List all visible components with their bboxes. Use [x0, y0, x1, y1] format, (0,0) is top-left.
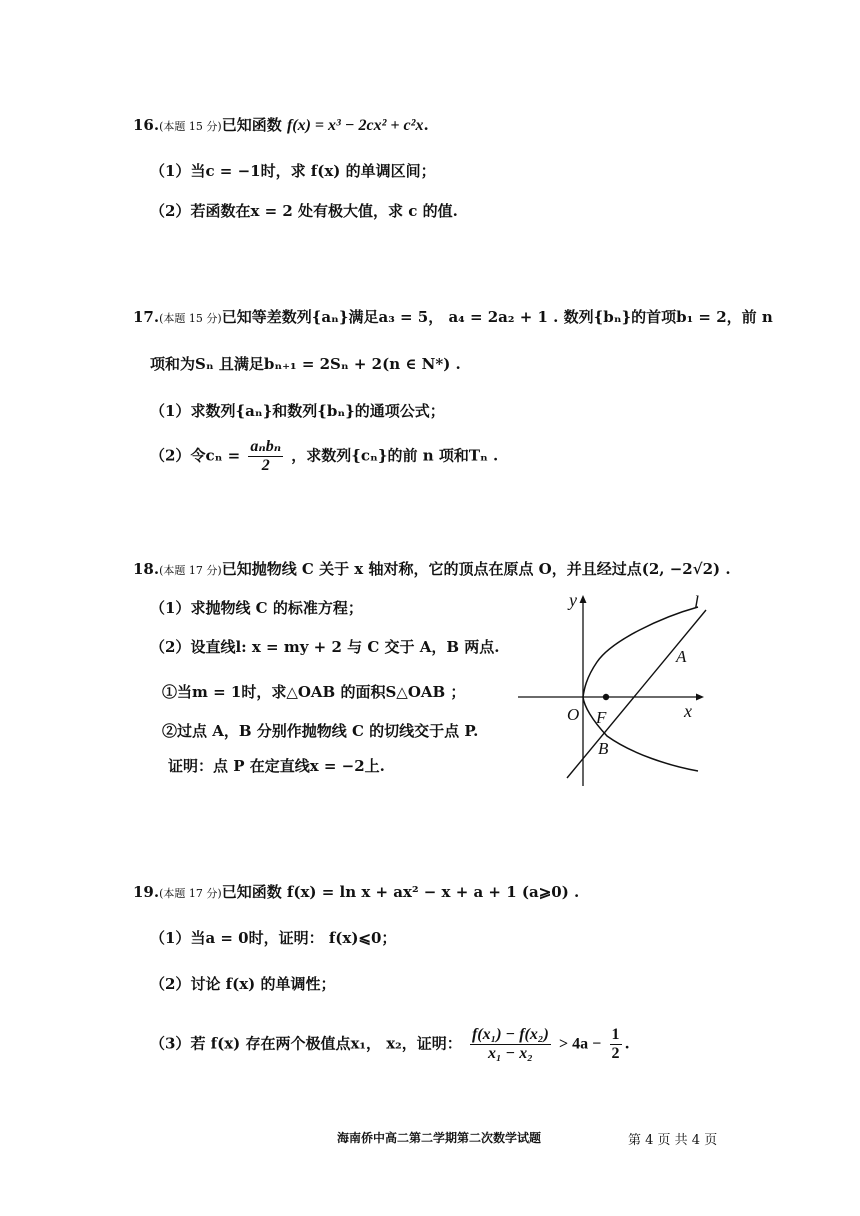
q19-part3-mid: > 4a −: [559, 1035, 602, 1053]
q18-header: [133, 558, 731, 582]
q17-part2-post: ，求数列{cₙ}的前 n 项和Tₙ .: [291, 446, 499, 465]
q19-fraction-half-numerator: 1: [611, 1026, 620, 1043]
q16-header: 16.(本题 15 分)已知函数 f(x) = x³ − 2cx² + c²x.: [133, 116, 429, 134]
q19-part3-end: .: [624, 1034, 630, 1053]
q18-part2-label: （2）: [150, 638, 191, 656]
q16-formula: f(x) = x³ − 2cx² + c²x: [286, 117, 424, 134]
q17-part2-pre: 令cₙ =: [190, 446, 241, 465]
x-axis-arrow-icon: [696, 694, 704, 701]
q16-part1-label: （1）: [150, 162, 191, 180]
q16-stem: 已知函数: [221, 116, 282, 134]
q17-part1-text: 求数列{aₙ}和数列{bₙ}的通项公式；: [190, 402, 445, 420]
y-axis-label: y: [569, 590, 577, 610]
q17-line2: 项和为Sₙ 且满足bₙ₊₁ = 2Sₙ + 2(n ∈ N*) .: [150, 355, 461, 373]
q18-stem: 已知抛物线 C 关于 x 轴对称，它的顶点在原点 O，并且经过点(2, −2√2) .: [221, 560, 731, 578]
line-l-label: l: [694, 592, 700, 612]
q19-fraction-half: [610, 1026, 622, 1063]
focus-label: F: [596, 708, 607, 727]
q19-stem: 已知函数 f(x) = ln x + ax² − x + a + 1 (a⩾0) .: [221, 883, 580, 901]
q19-part3: [150, 1026, 630, 1063]
q18-part2-text: 设直线l: x = my + 2 与 C 交于 A，B 两点.: [190, 638, 500, 656]
q17-fraction-denominator: 2: [261, 457, 270, 474]
footer-title: 海南侨中高二第二学期第二次数学试题: [337, 1131, 542, 1145]
origin-label: O: [567, 705, 580, 724]
q16-part1-text: 当c = −1时，求 f(x) 的单调区间；: [190, 162, 436, 180]
q18-sub1: ①当m = 1时，求△OAB 的面积S△OAB ；: [162, 683, 466, 701]
q19-header: [133, 881, 579, 905]
footer-page-number: 第 4 页 共 4 页: [628, 1133, 718, 1148]
q18-points: (本题 17 分): [159, 564, 222, 577]
q19-fraction: [470, 1026, 551, 1063]
q19-fraction-half-denominator: 2: [611, 1045, 620, 1062]
q19-part2-label: （2）: [150, 975, 191, 993]
y-axis-arrow-icon: [580, 595, 587, 603]
q17-part1-label: （1）: [150, 402, 191, 420]
x-axis-label: x: [684, 701, 692, 721]
q18-part2: [150, 636, 499, 658]
q16-part2-text: 若函数在x = 2 处有极大值，求 c 的值.: [190, 202, 458, 220]
q19-points: (本题 17 分): [159, 887, 222, 900]
q16-points: (本题 15 分): [159, 120, 222, 133]
q19-fraction-denominator: x₁ − x₂: [487, 1045, 533, 1062]
q17-fraction-numerator: aₙbₙ: [250, 438, 282, 455]
focus-point: [603, 694, 609, 700]
q18-part1-label: （1）: [150, 599, 191, 617]
q19-fraction-numerator: f(x₁) − f(x₂): [471, 1026, 549, 1043]
q16-part2-label: （2）: [150, 202, 191, 220]
q17-fraction: [248, 438, 283, 475]
q18-sub2: ②过点 A，B 分别作抛物线 C 的切线交于点 P.: [162, 722, 479, 740]
q17-part2-label: （2）: [150, 446, 191, 465]
q18-number: 18.: [133, 560, 160, 578]
q17-number: 17.: [133, 308, 160, 326]
point-a-label: A: [676, 647, 687, 666]
q19-number: 19.: [133, 883, 160, 901]
q19-part1: [150, 927, 396, 949]
q19-part1-text: 当a = 0时，证明： f(x)⩽0；: [190, 929, 397, 947]
parabola-figure: [512, 590, 722, 790]
q17-points: (本题 15 分): [159, 312, 222, 325]
q19-part2: [150, 973, 335, 995]
q17-part2: [150, 438, 498, 475]
q17-line1: 已知等差数列{aₙ}满足a₃ = 5， a₄ = 2a₂ + 1 . 数列{bₙ}的首项b₁ = 2，前 n: [221, 308, 773, 326]
q19-part2-text: 讨论 f(x) 的单调性；: [190, 975, 336, 993]
q16-number: 16.: [133, 116, 160, 134]
point-b-label: B: [598, 739, 609, 758]
q19-part3-label: （3）: [150, 1034, 191, 1053]
q17-part1: [150, 400, 445, 422]
q16-part1: [150, 160, 436, 182]
q19-part3-pre: 若 f(x) 存在两个极值点x₁， x₂，证明：: [190, 1034, 462, 1053]
q18-part1-text: 求抛物线 C 的标准方程；: [190, 599, 363, 617]
q16-part2: [150, 200, 458, 222]
q18-part1: [150, 597, 363, 619]
q17-header: [133, 306, 773, 330]
q19-part1-label: （1）: [150, 929, 191, 947]
q18-sub3: 证明：点 P 在定直线x = −2上.: [168, 757, 385, 775]
